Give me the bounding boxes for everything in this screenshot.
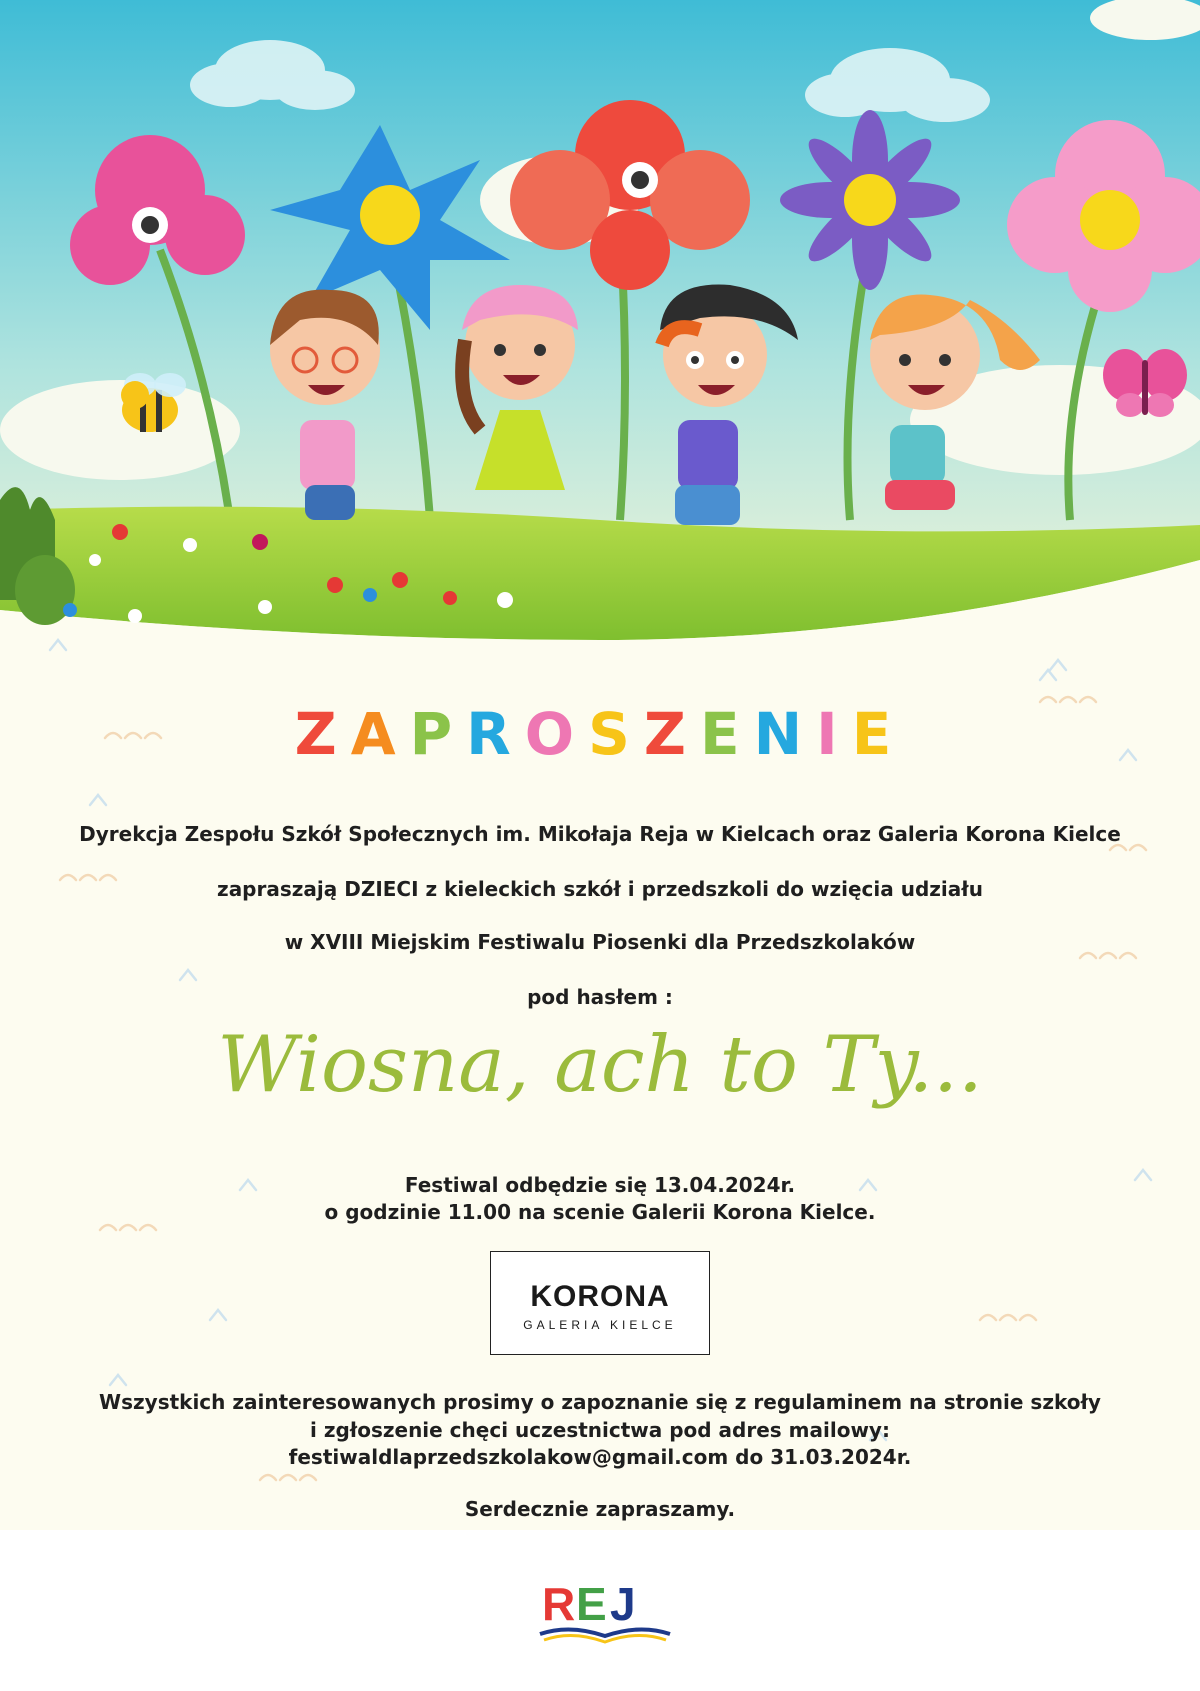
festival-slogan: Wiosna, ach to Ty... <box>217 1020 983 1110</box>
title-letter: S <box>588 700 644 768</box>
rej-logo-letter: E <box>576 1578 607 1630</box>
closing-text: Serdecznie zapraszamy. <box>464 1497 736 1521</box>
korona-logo-name: KORONA <box>530 1280 670 1313</box>
registration-line: i zgłoszenie chęci uczestnictwa pod adres mailowy: <box>310 1418 890 1442</box>
title-letter: Z <box>643 700 700 768</box>
intro-line: pod hasłem : <box>527 985 673 1009</box>
spring-illustration <box>0 0 1200 660</box>
intro-line: w XVIII Miejskim Festiwalu Piosenki dla Przedszkolaków <box>284 930 916 954</box>
title-letter: N <box>753 700 817 768</box>
rej-logo-letter: R <box>542 1578 576 1630</box>
title-letter: E <box>699 700 754 768</box>
title-letter: Z <box>294 700 351 768</box>
korona-logo <box>490 1251 710 1355</box>
rej-logo-letter: J <box>610 1578 636 1630</box>
page-title <box>0 700 1200 768</box>
registration-email-line: festiwaldlaprzedszkolakow@gmail.com do 31.03.2024r. <box>288 1445 912 1469</box>
title-letter: A <box>350 700 410 768</box>
title-letter: I <box>816 700 852 768</box>
registration-line: Wszystkich zainteresowanych prosimy o zapoznanie się z regulaminem na stronie szkoły <box>99 1390 1101 1414</box>
korona-logo-subtitle: GALERIA KIELCE <box>523 1318 677 1332</box>
title-letter: R <box>466 700 525 768</box>
intro-line: zapraszają DZIECI z kieleckich szkół i przedszkoli do wzięcia udziału <box>217 877 983 901</box>
intro-line: Dyrekcja Zespołu Szkół Społecznych im. Mikołaja Reja w Kielcach oraz Galeria Korona Kielce <box>79 822 1121 846</box>
title-letter: E <box>851 700 906 768</box>
title-letter: P <box>409 700 467 768</box>
rej-school-logo <box>530 1572 680 1652</box>
festival-place: o godzinie 11.00 na scenie Galerii Korona Kielce. <box>324 1200 876 1224</box>
festival-date: Festiwal odbędzie się 13.04.2024r. <box>404 1173 796 1197</box>
title-letter: O <box>524 700 589 768</box>
